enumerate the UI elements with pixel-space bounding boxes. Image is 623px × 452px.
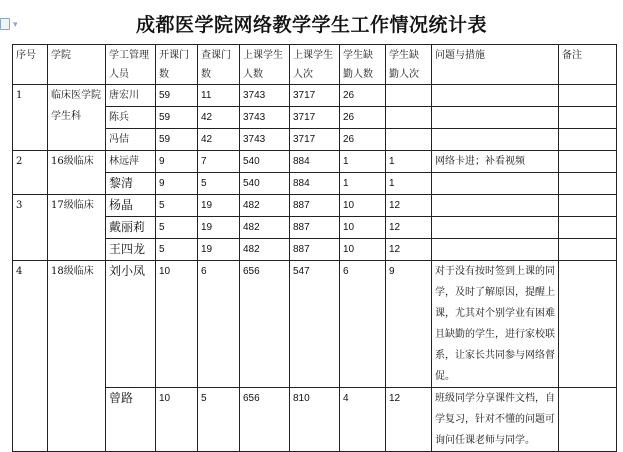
absent-cell: 10 bbox=[340, 217, 386, 239]
header-cell: 学生缺勤人次 bbox=[386, 45, 432, 85]
absent-times-cell: 9 bbox=[386, 261, 432, 388]
opened-cell: 5 bbox=[156, 217, 198, 239]
attend-cell: 3717 bbox=[290, 85, 340, 107]
checked-cell: 42 bbox=[198, 107, 240, 129]
absent-cell: 26 bbox=[340, 129, 386, 151]
opened-cell: 59 bbox=[156, 129, 198, 151]
remark-cell bbox=[559, 85, 617, 107]
issue-cell bbox=[432, 173, 559, 195]
college-cell: 临床医学院学生科 bbox=[48, 85, 106, 151]
checked-cell: 19 bbox=[198, 239, 240, 261]
staff-cell: 刘小凤 bbox=[106, 261, 156, 388]
seq-cell: 1 bbox=[13, 85, 48, 151]
header-cell: 学工管理人员 bbox=[106, 45, 156, 85]
absent-cell: 10 bbox=[340, 239, 386, 261]
remark-cell bbox=[559, 388, 617, 452]
staff-cell: 林远萍 bbox=[106, 151, 156, 173]
attend-cell: 884 bbox=[290, 173, 340, 195]
students-cell: 482 bbox=[240, 195, 290, 217]
attend-cell: 3717 bbox=[290, 129, 340, 151]
students-cell: 540 bbox=[240, 173, 290, 195]
staff-cell: 陈兵 bbox=[106, 107, 156, 129]
seq-cell: 3 bbox=[13, 195, 48, 261]
absent-cell: 6 bbox=[340, 261, 386, 388]
opened-cell: 5 bbox=[156, 195, 198, 217]
issue-cell: 班级同学分享课件文档，自学复习，针对不懂的问题可询问任课老师与同学。 bbox=[432, 388, 559, 452]
checked-cell: 19 bbox=[198, 195, 240, 217]
table-row bbox=[13, 151, 617, 173]
absent-times-cell bbox=[386, 129, 432, 151]
college-cell: 18级临床 bbox=[48, 261, 106, 452]
students-cell: 3743 bbox=[240, 129, 290, 151]
header-cell: 学生缺勤人数 bbox=[340, 45, 386, 85]
issue-cell bbox=[432, 217, 559, 239]
checked-cell: 6 bbox=[198, 261, 240, 388]
staff-cell: 曾路 bbox=[106, 388, 156, 452]
staff-cell: 王四龙 bbox=[106, 239, 156, 261]
remark-cell bbox=[559, 217, 617, 239]
attend-cell: 887 bbox=[290, 239, 340, 261]
absent-cell: 1 bbox=[340, 173, 386, 195]
header-cell: 问题与措施 bbox=[432, 45, 559, 85]
seq-cell: 4 bbox=[13, 261, 48, 452]
students-cell: 482 bbox=[240, 217, 290, 239]
table-row bbox=[13, 261, 617, 388]
header-cell: 备注 bbox=[559, 45, 617, 85]
header-cell: 学院 bbox=[48, 45, 106, 85]
opened-cell: 59 bbox=[156, 85, 198, 107]
table-row bbox=[13, 195, 617, 217]
absent-times-cell: 12 bbox=[386, 388, 432, 452]
header-cell: 上课学生人数 bbox=[240, 45, 290, 85]
college-cell: 16级临床 bbox=[48, 151, 106, 195]
attend-cell: 3717 bbox=[290, 107, 340, 129]
remark-cell bbox=[559, 173, 617, 195]
absent-times-cell: 12 bbox=[386, 195, 432, 217]
remark-cell bbox=[559, 107, 617, 129]
header-cell: 开课门数 bbox=[156, 45, 198, 85]
absent-times-cell: 12 bbox=[386, 217, 432, 239]
issue-cell bbox=[432, 107, 559, 129]
table-row bbox=[13, 85, 617, 107]
remark-cell bbox=[559, 195, 617, 217]
attend-cell: 810 bbox=[290, 388, 340, 452]
students-cell: 656 bbox=[240, 261, 290, 388]
remark-cell bbox=[559, 151, 617, 173]
checked-cell: 11 bbox=[198, 85, 240, 107]
seq-cell: 2 bbox=[13, 151, 48, 195]
opened-cell: 59 bbox=[156, 107, 198, 129]
students-cell: 482 bbox=[240, 239, 290, 261]
absent-cell: 26 bbox=[340, 107, 386, 129]
students-cell: 540 bbox=[240, 151, 290, 173]
college-cell: 17级临床 bbox=[48, 195, 106, 261]
checked-cell: 19 bbox=[198, 217, 240, 239]
header-cell: 上课学生人次 bbox=[290, 45, 340, 85]
issue-cell: 网络卡进；补看视频 bbox=[432, 151, 559, 173]
remark-cell bbox=[559, 239, 617, 261]
absent-cell: 4 bbox=[340, 388, 386, 452]
staff-cell: 杨晶 bbox=[106, 195, 156, 217]
attend-cell: 547 bbox=[290, 261, 340, 388]
header-cell: 查课门数 bbox=[198, 45, 240, 85]
remark-cell bbox=[559, 261, 617, 388]
absent-times-cell: 1 bbox=[386, 151, 432, 173]
issue-cell bbox=[432, 195, 559, 217]
header-cell: 序号 bbox=[13, 45, 48, 85]
issue-cell bbox=[432, 129, 559, 151]
dropdown-indicator-icon: ▾ bbox=[13, 20, 18, 30]
checked-cell: 5 bbox=[198, 388, 240, 452]
absent-times-cell bbox=[386, 107, 432, 129]
students-cell: 3743 bbox=[240, 107, 290, 129]
issue-cell bbox=[432, 239, 559, 261]
students-cell: 656 bbox=[240, 388, 290, 452]
staff-cell: 戴丽莉 bbox=[106, 217, 156, 239]
remark-cell bbox=[559, 129, 617, 151]
absent-times-cell: 12 bbox=[386, 239, 432, 261]
opened-cell: 9 bbox=[156, 173, 198, 195]
absent-times-cell bbox=[386, 85, 432, 107]
absent-cell: 1 bbox=[340, 151, 386, 173]
staff-cell: 唐宏川 bbox=[106, 85, 156, 107]
issue-cell: 对于没有按时签到上课的同学，及时了解原因，提醒上课，尤其对个别学业有困难且缺勤的学生，进行家校联系，让家长共同参与网络督促。 bbox=[432, 261, 559, 388]
checked-cell: 7 bbox=[198, 151, 240, 173]
attend-cell: 887 bbox=[290, 217, 340, 239]
staff-cell: 冯佶 bbox=[106, 129, 156, 151]
page-title: 成都医学院网络教学学生工作情况统计表 bbox=[135, 14, 487, 36]
opened-cell: 10 bbox=[156, 261, 198, 388]
checked-cell: 5 bbox=[198, 173, 240, 195]
issue-cell bbox=[432, 85, 559, 107]
staff-cell: 黎清 bbox=[106, 173, 156, 195]
absent-cell: 26 bbox=[340, 85, 386, 107]
attend-cell: 884 bbox=[290, 151, 340, 173]
opened-cell: 9 bbox=[156, 151, 198, 173]
absent-cell: 10 bbox=[340, 195, 386, 217]
attend-cell: 887 bbox=[290, 195, 340, 217]
absent-times-cell: 1 bbox=[386, 173, 432, 195]
header-row bbox=[13, 45, 617, 85]
opened-cell: 10 bbox=[156, 388, 198, 452]
opened-cell: 5 bbox=[156, 239, 198, 261]
students-cell: 3743 bbox=[240, 85, 290, 107]
checked-cell: 42 bbox=[198, 129, 240, 151]
statistics-table bbox=[12, 44, 617, 452]
